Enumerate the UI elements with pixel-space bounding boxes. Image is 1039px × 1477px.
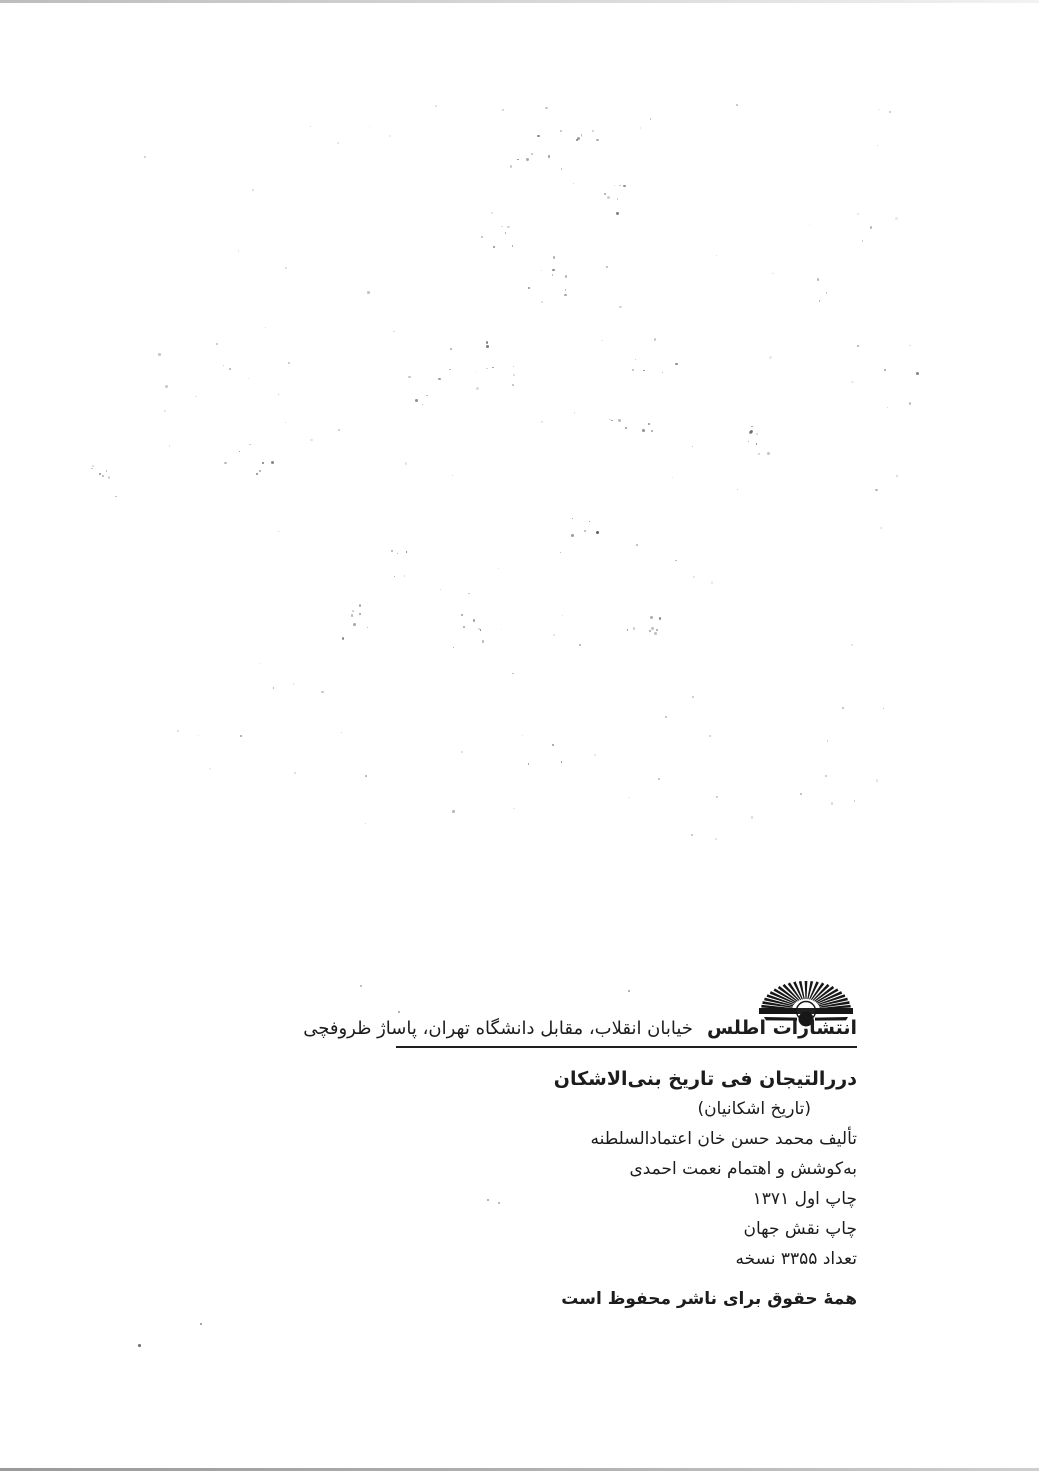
book-title: دررالتیجان فی تاریخ بنی‌الاشکان [553, 1068, 857, 1090]
author-line: تألیف محمد حسن خان اعتمادالسلطنه [590, 1129, 857, 1149]
editor-line: به‌کوشش و اهتمام نعمت احمدی [629, 1159, 857, 1179]
divider-rule [396, 1046, 857, 1048]
scan-top-edge [0, 0, 1039, 3]
publisher-name: انتشارات اطلس [706, 1017, 857, 1039]
book-subtitle: (تاریخ اشکانیان) [697, 1099, 811, 1119]
publisher-line [303, 1015, 857, 1042]
publisher-address: خیابان انقلاب، مقابل دانشگاه تهران، پاساژ ظروفچی [303, 1018, 693, 1039]
printer-line: چاپ نقش جهان [743, 1219, 857, 1239]
colophon-block [337, 1064, 857, 1314]
rights-line: همهٔ حقوق برای ناشر محفوظ است [561, 1289, 857, 1309]
copies-line: تعداد ۳۳۵۵ نسخه [735, 1249, 857, 1269]
edition-line: چاپ اول ۱۳۷۱ [752, 1189, 857, 1209]
scan-bottom-edge [0, 1468, 1039, 1471]
